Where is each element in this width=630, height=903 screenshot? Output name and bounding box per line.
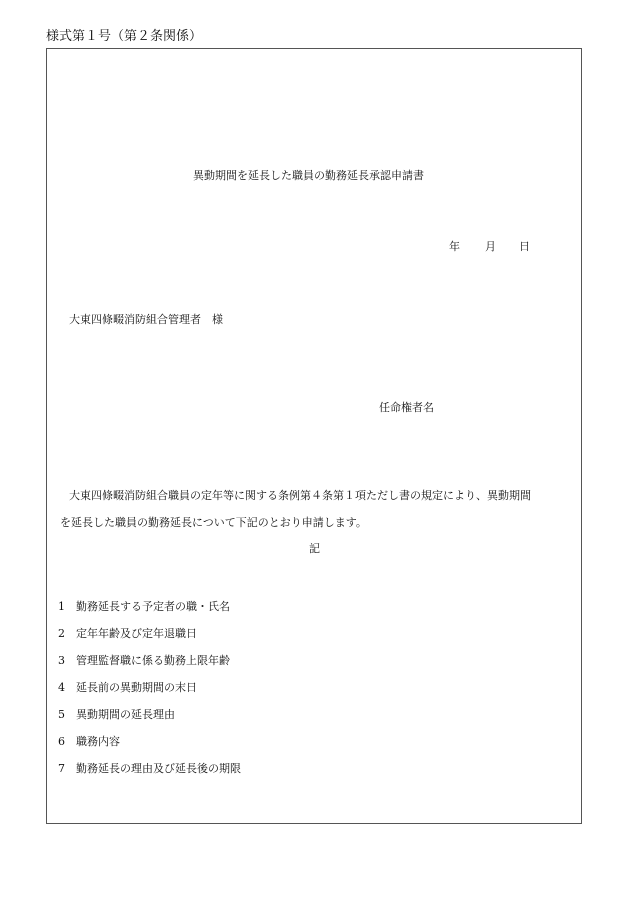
item-text: 異動期間の延長理由 <box>76 708 175 721</box>
item-text: 勤務延長する予定者の職・氏名 <box>76 600 230 613</box>
item-number: 6 <box>58 735 65 748</box>
appointer-name-label: 任命権者名 <box>379 401 434 414</box>
list-item <box>58 706 241 733</box>
list-item <box>58 598 241 625</box>
item-number: 5 <box>58 708 65 721</box>
form-number-label: 様式第１号（第２条関係） <box>46 29 203 44</box>
year-label: 年 <box>449 240 460 253</box>
item-text: 職務内容 <box>76 735 120 748</box>
item-number: 4 <box>58 681 65 694</box>
list-item <box>58 679 241 706</box>
item-text: 延長前の異動期間の末日 <box>76 681 197 694</box>
ki-heading: 記 <box>309 542 320 555</box>
document-frame <box>46 48 582 824</box>
item-text: 勤務延長の理由及び延長後の期限 <box>76 762 241 775</box>
item-text: 定年年齢及び定年退職日 <box>76 627 197 640</box>
body-text-line-1: 大東四條畷消防組合職員の定年等に関する条例第４条第１項ただし書の規定により、異動期間 <box>69 489 531 502</box>
list-item <box>58 733 241 760</box>
item-number: 2 <box>58 627 65 640</box>
list-item <box>58 652 241 679</box>
date-line <box>449 238 530 254</box>
body-text-line-2: を延長した職員の勤務延長について下記のとおり申請します。 <box>60 516 367 529</box>
document-title: 異動期間を延長した職員の勤務延長承認申請書 <box>193 169 424 182</box>
month-label: 月 <box>485 240 496 253</box>
day-label: 日 <box>519 240 530 253</box>
addressee: 大東四條畷消防組合管理者 様 <box>69 313 223 326</box>
item-list <box>58 598 241 787</box>
item-text: 管理監督職に係る勤務上限年齢 <box>76 654 230 667</box>
list-item <box>58 625 241 652</box>
item-number: 7 <box>58 762 65 775</box>
item-number: 3 <box>58 654 65 667</box>
item-number: 1 <box>58 600 65 613</box>
list-item <box>58 760 241 787</box>
